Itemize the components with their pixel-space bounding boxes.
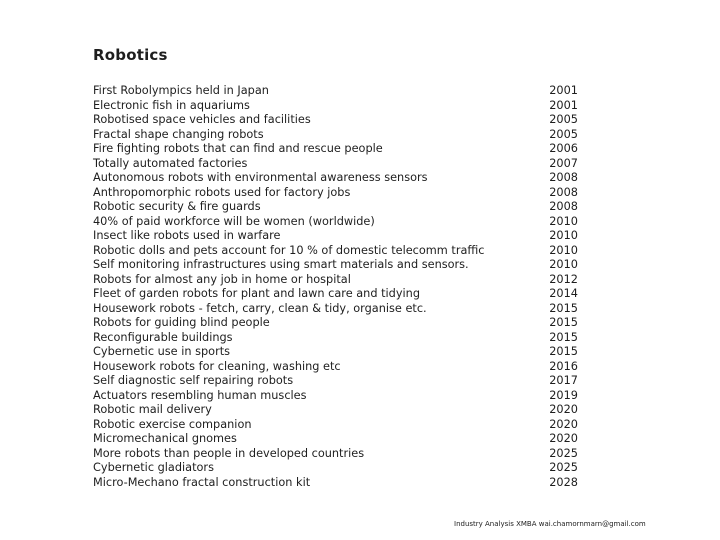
timeline-event: Self diagnostic self repairing robots	[93, 374, 294, 387]
timeline-year: 2008	[549, 200, 578, 213]
timeline-event: Housework robots - fetch, carry, clean & tidy, organise etc.	[93, 301, 427, 315]
timeline-year: 2020	[549, 417, 578, 431]
timeline-row	[93, 84, 578, 99]
timeline-row	[93, 200, 578, 215]
timeline-year: 2001	[549, 84, 578, 97]
timeline-year: 2008	[549, 171, 578, 184]
timeline-event: Fractal shape changing robots	[93, 127, 264, 141]
timeline-event: Housework robots for cleaning, washing etc	[93, 359, 341, 373]
timeline-row	[93, 447, 578, 462]
timeline-row	[93, 476, 578, 491]
timeline-row	[93, 157, 578, 172]
timeline-year: 2015	[549, 301, 578, 315]
timeline-row	[93, 215, 578, 230]
timeline-year: 2015	[549, 330, 578, 344]
timeline-year: 2010	[549, 258, 578, 271]
timeline-row	[93, 360, 578, 375]
timeline-event: 40% of paid workforce will be women (worldwide)	[93, 214, 375, 228]
timeline-year: 2028	[549, 475, 578, 489]
timeline-year: 2001	[549, 98, 578, 112]
timeline-year: 2020	[549, 432, 578, 445]
timeline-year: 2025	[549, 446, 578, 460]
timeline-year: 2010	[549, 229, 578, 242]
timeline-row	[93, 302, 578, 317]
timeline-event: Reconfigurable buildings	[93, 330, 233, 344]
timeline-event: Cybernetic use in sports	[93, 345, 231, 358]
timeline-event: Cybernetic gladiators	[93, 461, 214, 474]
timeline-year: 2017	[549, 374, 578, 387]
timeline-event: Robots for guiding blind people	[93, 316, 270, 329]
timeline-row	[93, 128, 578, 143]
timeline-row	[93, 229, 578, 244]
timeline-year: 2008	[549, 185, 578, 199]
timeline-event: Actuators resembling human muscles	[93, 388, 307, 402]
timeline-row	[93, 273, 578, 288]
timeline-year: 2014	[549, 287, 578, 300]
timeline-row	[93, 461, 578, 476]
timeline-row	[93, 403, 578, 418]
timeline-year: 2015	[549, 345, 578, 358]
timeline-event: Robotic security & fire guards	[93, 200, 261, 213]
timeline-row	[93, 258, 578, 273]
timeline-event: Robotic mail delivery	[93, 403, 212, 416]
timeline-row	[93, 142, 578, 157]
timeline-row	[93, 99, 578, 114]
timeline-row	[93, 374, 578, 389]
timeline-event: Insect like robots used in warfare	[93, 229, 281, 242]
timeline-event: Fire fighting robots that can find and rescue people	[93, 142, 383, 155]
page-title: Robotics	[93, 46, 168, 64]
timeline-event: Robotised space vehicles and facilities	[93, 113, 311, 126]
timeline-row	[93, 113, 578, 128]
timeline-year: 2012	[549, 272, 578, 286]
timeline-row	[93, 389, 578, 404]
timeline-year: 2020	[549, 403, 578, 416]
timeline-year: 2016	[549, 359, 578, 373]
timeline-row	[93, 418, 578, 433]
timeline-year: 2015	[549, 316, 578, 329]
footer-credit: Industry Analysis XMBA wai.chamornmarn@gmail.com	[454, 520, 646, 528]
timeline-event: Robotic dolls and pets account for 10 % of domestic telecomm traffic	[93, 243, 485, 257]
timeline-event: More robots than people in developed countries	[93, 446, 365, 460]
timeline-event: Fleet of garden robots for plant and lawn care and tidying	[93, 287, 420, 300]
timeline-event: Totally automated factories	[93, 156, 248, 170]
timeline-row	[93, 331, 578, 346]
timeline-year: 2010	[549, 243, 578, 257]
timeline-row	[93, 287, 578, 302]
timeline-event: Self monitoring infrastructures using smart materials and sensors.	[93, 258, 469, 271]
timeline-event: Robotic exercise companion	[93, 417, 252, 431]
timeline-event: Robots for almost any job in home or hospital	[93, 272, 351, 286]
timeline-year: 2006	[549, 142, 578, 155]
timeline-event: First Robolympics held in Japan	[93, 84, 269, 97]
timeline-row	[93, 171, 578, 186]
timeline-event: Electronic fish in aquariums	[93, 98, 250, 112]
timeline-row	[93, 316, 578, 331]
timeline-year: 2019	[549, 388, 578, 402]
timeline-list	[93, 84, 578, 490]
timeline-row	[93, 345, 578, 360]
timeline-event: Micromechanical gnomes	[93, 432, 237, 445]
timeline-year: 2010	[549, 214, 578, 228]
timeline-event: Anthropomorphic robots used for factory jobs	[93, 185, 351, 199]
timeline-year: 2007	[549, 156, 578, 170]
timeline-event: Micro-Mechano fractal construction kit	[93, 475, 311, 489]
timeline-year: 2005	[549, 113, 578, 126]
timeline-event: Autonomous robots with environmental awareness sensors	[93, 171, 428, 184]
timeline-year: 2005	[549, 127, 578, 141]
timeline-year: 2025	[549, 461, 578, 474]
timeline-row	[93, 432, 578, 447]
timeline-row	[93, 244, 578, 259]
timeline-row	[93, 186, 578, 201]
